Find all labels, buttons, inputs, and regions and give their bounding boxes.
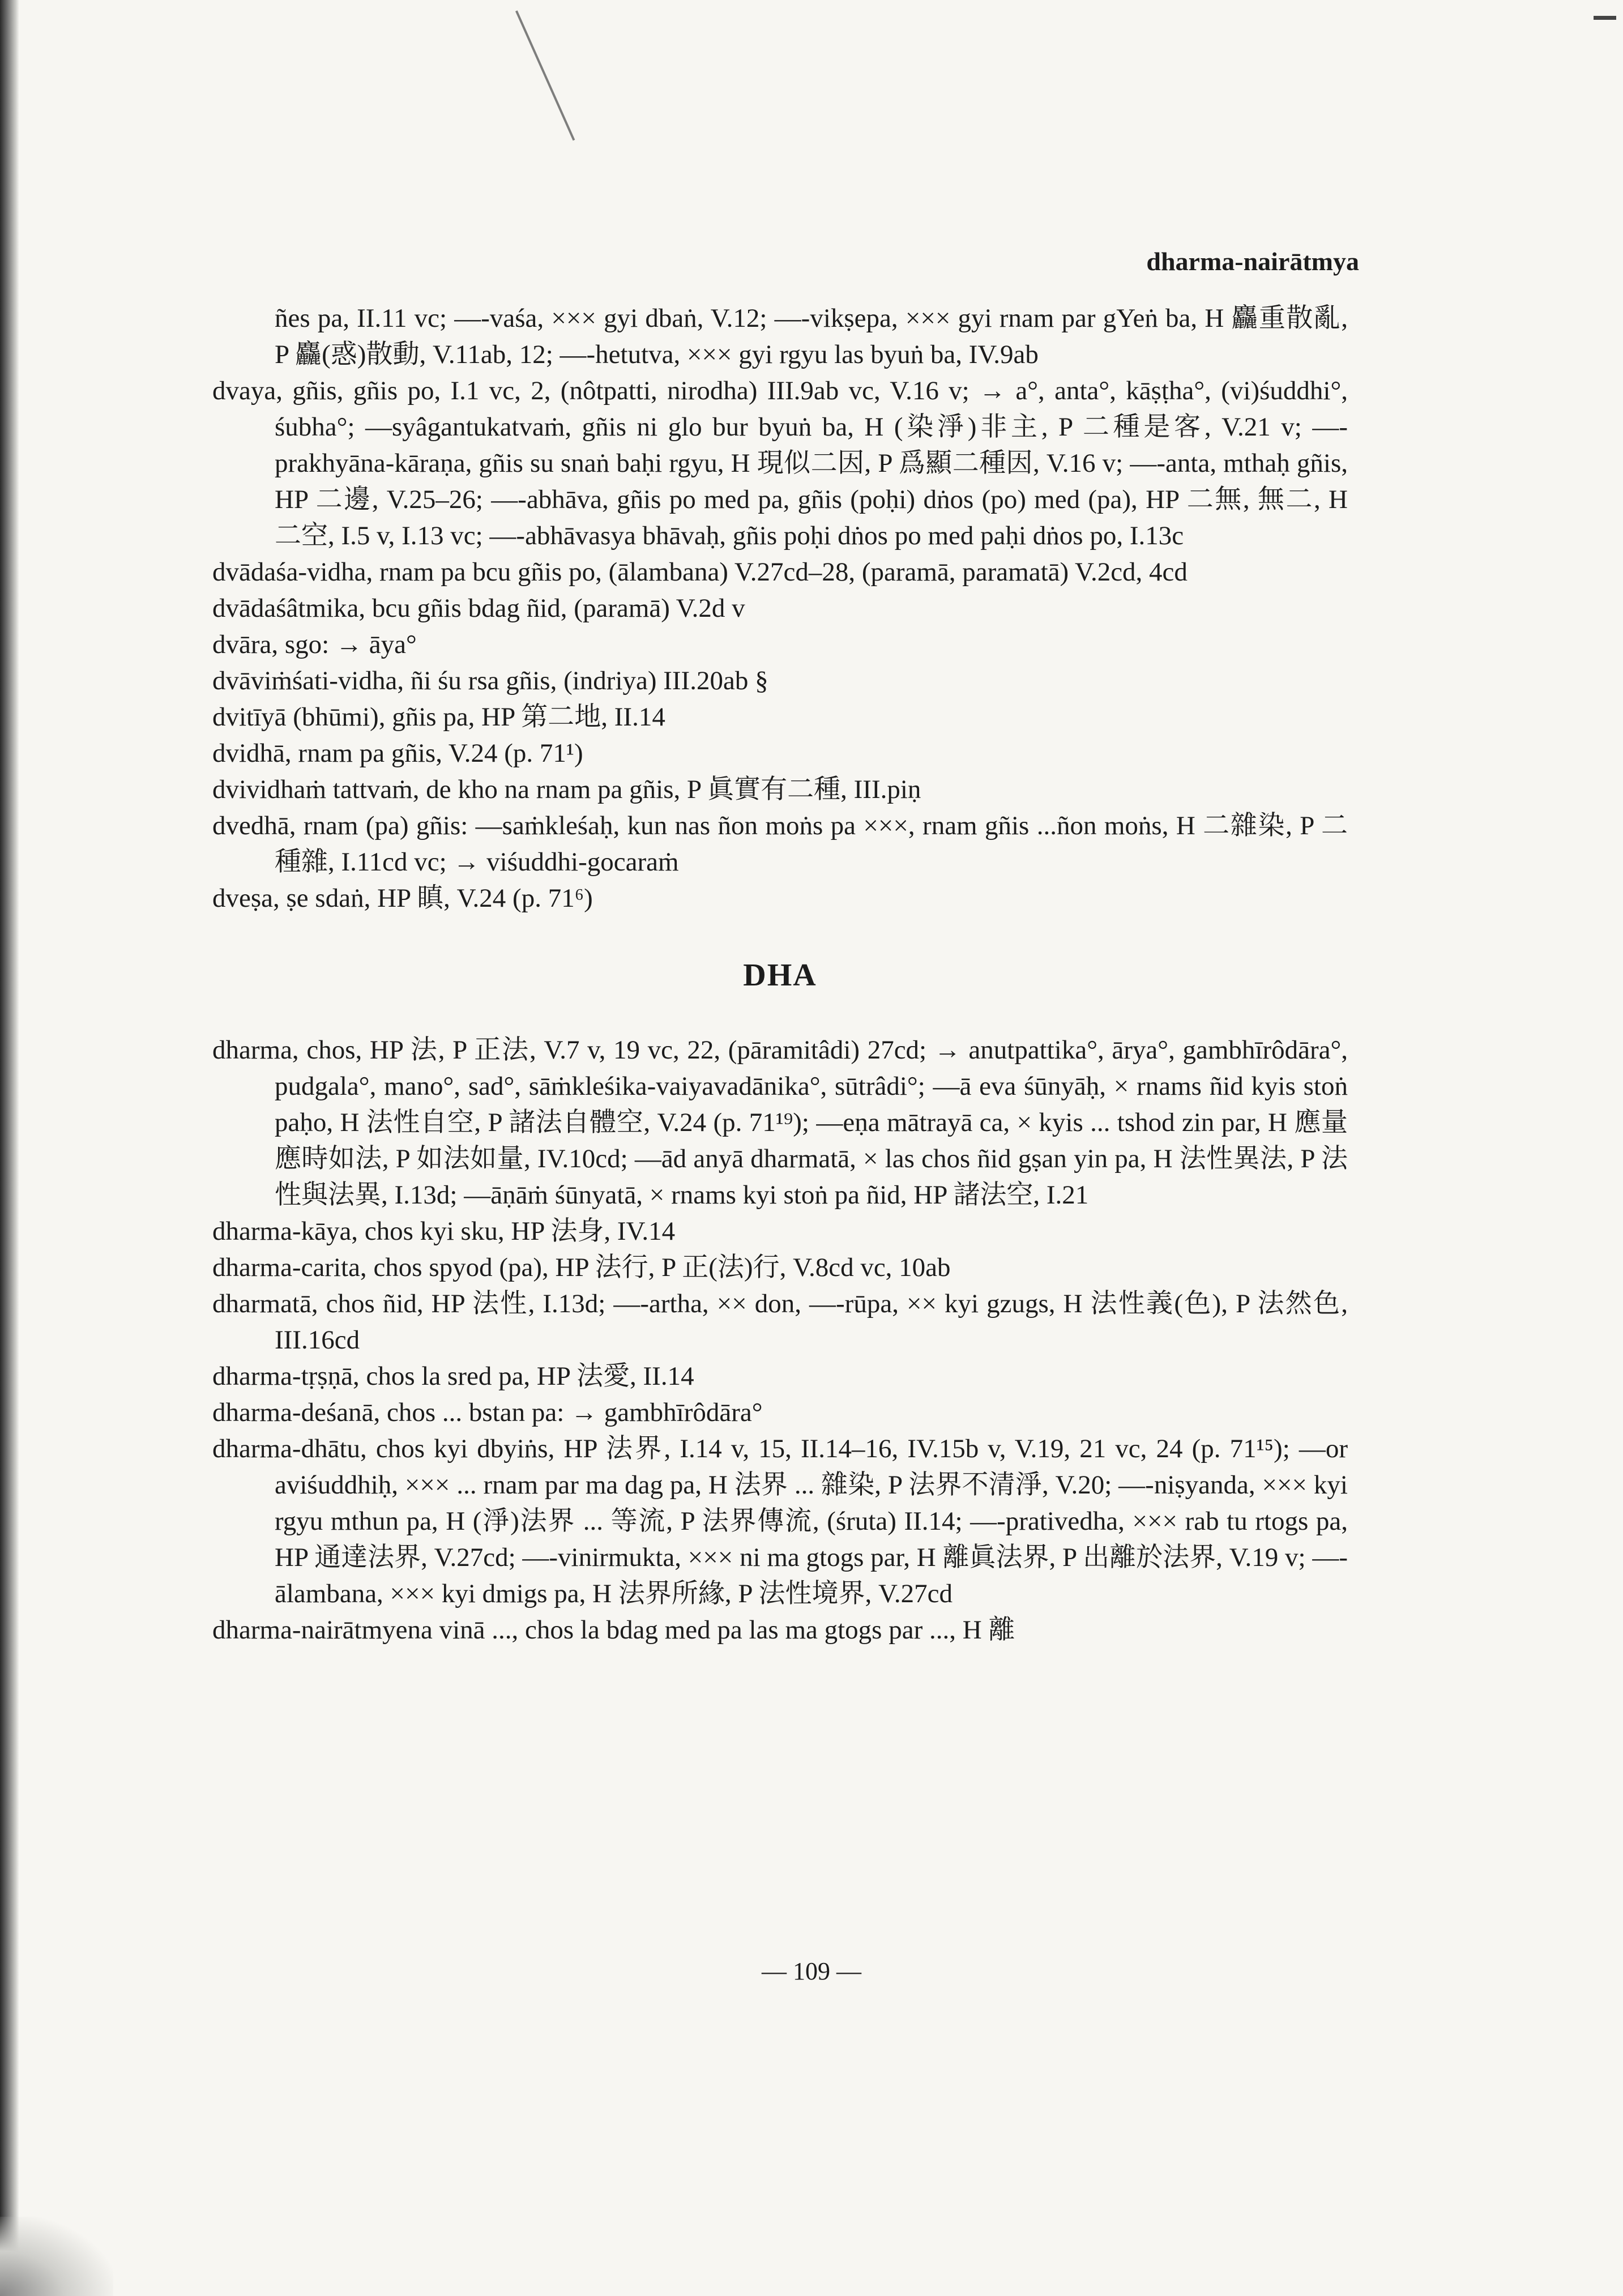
dictionary-page-body bbox=[212, 300, 1348, 1648]
entry-body: de kho na rnam pa gñis, P 眞實有二種, III.piṇ bbox=[426, 775, 921, 804]
entry-body: chos spyod (pa), HP 法行, P 正(法)行, V.8cd vc, 10ab bbox=[373, 1253, 951, 1282]
headword: dharma-kāya, bbox=[212, 1217, 358, 1246]
entry-body: rnam (pa) gñis: —saṁkleśaḥ, kun nas ñon moṅs pa ×××, rnam gñis ...ñon moṅs, H 二雜染, P 二種雜, I.11cd vc; → viśuddhi-gocaraṁ bbox=[275, 811, 1348, 877]
headword: dvāra, bbox=[212, 630, 279, 659]
entry-body: chos kyi sku, HP 法身, IV.14 bbox=[364, 1217, 676, 1246]
entry-dharma bbox=[212, 1032, 1348, 1213]
headword: dvāviṁśati-vidha, bbox=[212, 666, 404, 695]
headword: dvividhaṁ tattvaṁ, bbox=[212, 775, 420, 804]
entry-dvesa bbox=[212, 880, 1348, 916]
scan-corner-smudge bbox=[0, 2217, 113, 2296]
headword: dvitīyā (bhūmi), bbox=[212, 702, 386, 732]
entry-dharma-kaya bbox=[212, 1213, 1348, 1249]
headword: dvādaśa-vidha, bbox=[212, 557, 373, 587]
entry-body: chos kyi dbyiṅs, HP 法界, I.14 v, 15, II.14–16, IV.15b v, V.19, 21 vc, 24 (p. 71¹⁵); —or aviśuddhiḥ, ××× ... rnam par ma dag pa, H 法界 ... 雜染, P 法界不清淨, V.20; —-niṣyanda, ××× kyi rgyu mthun pa, H (淨)法界 ... 等流, P 法界傳流, (śruta) II.14; —-prativedha, ××× rab tu rtogs pa, HP 通達法界, V.27cd; —-vinirmukta, ××× ni ma gtogs par, H 離眞法界, P 出離於法界, V.19 v; —-ālambana, ××× kyi dmigs pa, H 法界所緣, P 法性境界, V.27cd bbox=[275, 1434, 1348, 1608]
entry-body: gñis pa, HP 第二地, II.14 bbox=[392, 702, 665, 732]
headword: dharma-carita, bbox=[212, 1253, 367, 1282]
entry-dvaya bbox=[212, 373, 1348, 554]
entry-dharmata bbox=[212, 1286, 1348, 1358]
entry-body: rnam pa gñis, V.24 (p. 71¹) bbox=[298, 739, 583, 768]
headword: dvaya, bbox=[212, 376, 283, 406]
entry-dharma-carita bbox=[212, 1249, 1348, 1286]
headword: dvādaśâtmika, bbox=[212, 594, 366, 623]
headword: dvidhā, bbox=[212, 739, 292, 768]
running-head: dharma-nairātmya bbox=[1146, 247, 1359, 276]
scan-pencil-stroke bbox=[515, 10, 575, 140]
entry-body: gñis, gñis po, I.1 vc, 2, (nôtpatti, nirodha) III.9ab vc, V.16 v; → a°, anta°, kāṣṭha°, (vi)śuddhi°, śubha°; —syâgantukatvaṁ, gñis ni glo bur byuṅ ba, H (染淨)非主, P 二種是客, V.21 v; —-prakhyāna-kāraṇa, gñis su snaṅ baḥi rgyu, H 現似二因, P 爲顯二種因, V.16 v; —-anta, mthaḥ gñis, HP 二邊, V.25–26; —-abhāva, gñis po med pa, gñis (poḥi) dṅos (po) med (pa), HP 二無, 無二, H 二空, I.5 v, I.13 vc; —-abhāvasya bhāvaḥ, gñis poḥi dṅos po med paḥi dṅos po, I.13c bbox=[275, 376, 1348, 550]
entry-body: ñi śu rsa gñis, (indriya) III.20ab § bbox=[410, 666, 768, 695]
entry-body: sgo: → āya° bbox=[284, 630, 417, 659]
entry-body: bcu gñis bdag ñid, (paramā) V.2d v bbox=[371, 594, 745, 623]
headword: dharma-deśanā, bbox=[212, 1398, 381, 1427]
entry-dharma-trsna bbox=[212, 1358, 1348, 1394]
entry-dvedha bbox=[212, 808, 1348, 880]
entry-continued bbox=[212, 300, 1348, 373]
headword: dharma-nairātmyena vinā ..., bbox=[212, 1615, 519, 1645]
entry-body: chos la bdag med pa las ma gtogs par ..., H 離 bbox=[525, 1615, 1015, 1645]
headword: dharma-tṛṣṇā, bbox=[212, 1362, 360, 1391]
entry-dharma-nairatmyena bbox=[212, 1612, 1348, 1648]
entry-dvividham-tattvam bbox=[212, 771, 1348, 808]
entry-dvara bbox=[212, 626, 1348, 663]
entry-body: rnam pa bcu gñis po, (ālambana) V.27cd–28, (paramā, paramatā) V.2cd, 4cd bbox=[379, 557, 1188, 587]
section-heading: DHA bbox=[743, 958, 817, 993]
entry-body: ṣe sdaṅ, HP 瞋, V.24 (p. 71⁶) bbox=[286, 884, 593, 913]
entry-body: chos, HP 法, P 正法, V.7 v, 19 vc, 22, (pāramitâdi) 27cd; → anutpattika°, ārya°, gambhīrôdāra°, pudgala°, mano°, sad°, sāṁkleśika-vaiyavadānika°, sūtrâdi°; —ā eva śūnyāḥ, × rnams ñid kyis stoṅ paḥo, H 法性自空, P 諸法自體空, V.24 (p. 71¹⁹); —eṇa mātrayā ca, × kyis ... tshod zin par, H 應量應時如法, P 如法如量, IV.10cd; —ād anyā dharmatā, × las chos ñid gṣan yin pa, H 法性異法, P 法性與法異, I.13d; —āṇāṁ śūnyatā, × rnams kyi stoṅ pa ñid, HP 諸法空, I.21 bbox=[275, 1035, 1348, 1210]
entry-dvidha bbox=[212, 735, 1348, 771]
entry-body: chos la sred pa, HP 法愛, II.14 bbox=[366, 1362, 694, 1391]
headword: dharmatā, bbox=[212, 1289, 318, 1318]
entry-body: chos ... bstan pa: → gambhīrôdāra° bbox=[386, 1398, 763, 1427]
page-number: — 109 — bbox=[762, 1957, 861, 1985]
entry-dvavimsati-vidha bbox=[212, 663, 1348, 699]
headword: dveṣa, bbox=[212, 884, 280, 913]
entry-dvadasatmika bbox=[212, 590, 1348, 626]
entry-dvadasa-vidha bbox=[212, 554, 1348, 590]
entry-dvitiya bbox=[212, 699, 1348, 735]
headword: dvedhā, bbox=[212, 811, 296, 840]
scan-corner-mark bbox=[1594, 16, 1616, 20]
entry-dharma-dhatu bbox=[212, 1431, 1348, 1612]
headword: dharma-dhātu, bbox=[212, 1434, 367, 1463]
entry-body: ñes pa, II.11 vc; —-vaśa, ××× gyi dbaṅ, V.12; —-vikṣepa, ××× gyi rnam par gYeṅ ba, H 麤重散亂, P 麤(惑)散動, V.11ab, 12; —-hetutva, ××× gyi rgyu las byuṅ ba, IV.9ab bbox=[275, 304, 1348, 369]
entry-body: chos ñid, HP 法性, I.13d; —-artha, ×× don, —-rūpa, ×× kyi gzugs, H 法性義(色), P 法然色, III.16cd bbox=[275, 1289, 1348, 1355]
headword: dharma, bbox=[212, 1035, 299, 1065]
entry-dharma-desana bbox=[212, 1394, 1348, 1431]
scan-edge-shadow bbox=[0, 0, 19, 2296]
